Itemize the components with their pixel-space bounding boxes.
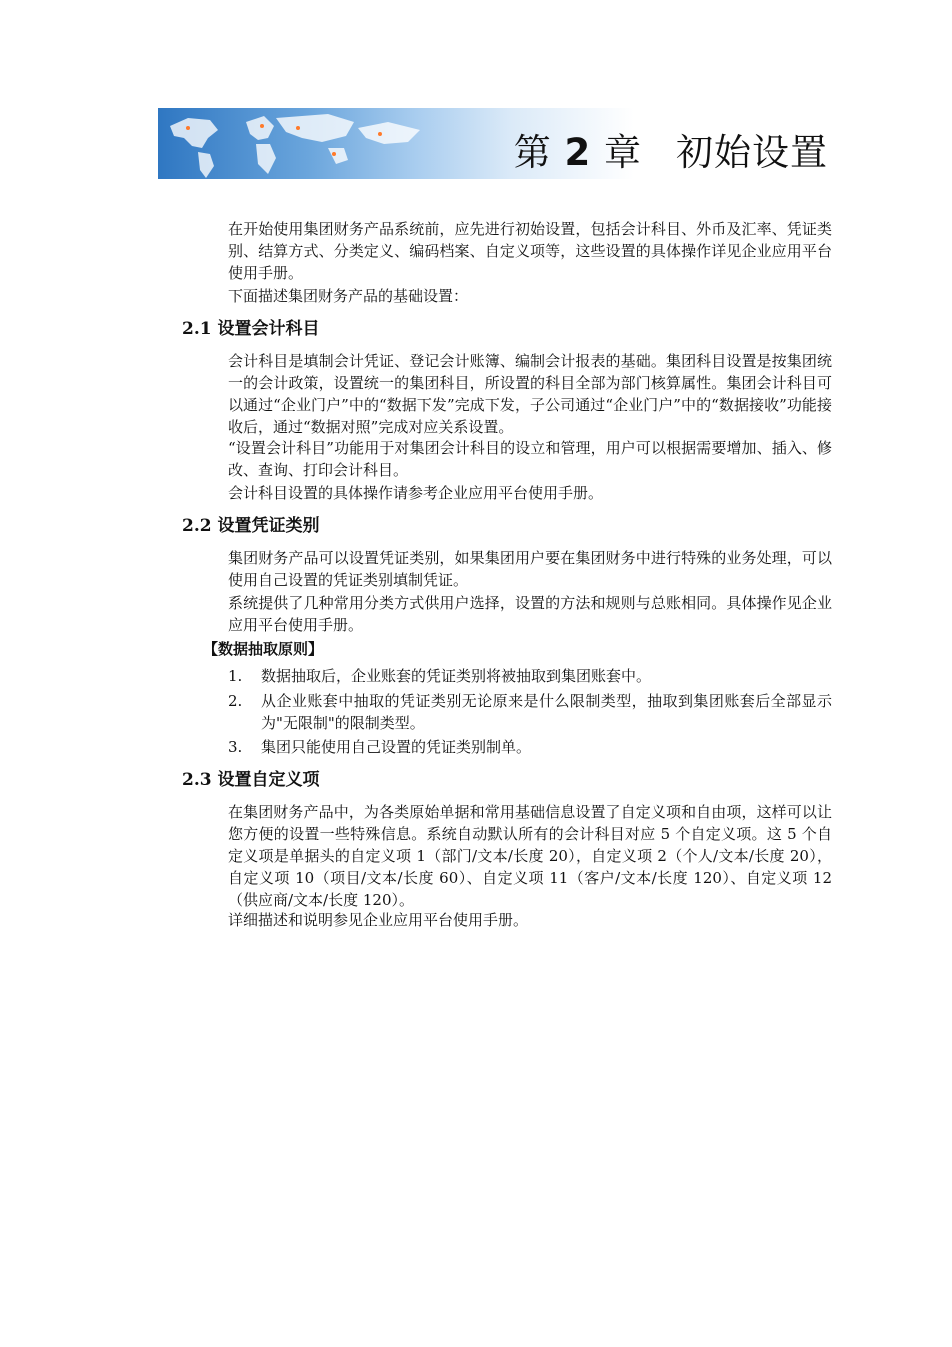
intro-paragraph-2: 下面描述集团财务产品的基础设置： [228, 287, 469, 305]
section-2-2-heading: 2.2 设置凭证类别 [182, 516, 320, 536]
list-item-text: 数据抽取后，企业账套的凭证类别将被抽取到集团账套中。 [261, 667, 652, 685]
chapter-title [514, 122, 828, 176]
chapter-number: 2 [564, 131, 592, 174]
section-2-1-paragraph-2: “设置会计科目”功能用于对集团会计科目的设立和管理，用户可以根据需要增加、插入、修改、查询、打印会计科目。 [228, 439, 832, 479]
chapter-name: 初始设置 [676, 131, 828, 174]
data-extraction-subheading: 【数据抽取原则】 [203, 640, 324, 658]
section-2-1-heading: 2.1 设置会计科目 [182, 319, 320, 339]
section-2-1-paragraph-3: 会计科目设置的具体操作请参考企业应用平台使用手册。 [228, 484, 604, 502]
list-item-text: 从企业账套中抽取的凭证类别无论原来是什么限制类型，抽取到集团账套后全部显示为"无限制"的限制类型。 [261, 692, 832, 732]
section-2-2-paragraph-2: 系统提供了几种常用分类方式供用户选择，设置的方法和规则与总账相同。具体操作见企业应用平台使用手册。 [228, 594, 832, 634]
section-2-3-paragraph-2: 详细描述和说明参见企业应用平台使用手册。 [228, 911, 529, 929]
chapter-suffix: 章 [604, 131, 642, 174]
chapter-prefix: 第 [513, 131, 552, 174]
section-2-1-paragraph-1: 会计科目是填制会计凭证、登记会计账簿、编制会计报表的基础。集团科目设置是按集团统一的会计政策，设置统一的集团科目，所设置的科目全部为部门核算属性。集团会计科目可以通过“企业门户”中的“数据下发”完成下发，子公司通过“企业门户”中的“数据接收”功能接收后，通过“数据对照”完成对应关系设置。 [228, 352, 832, 436]
chapter-banner [158, 108, 838, 179]
section-2-2-paragraph-1: 集团财务产品可以设置凭证类别，如果集团用户要在集团财务中进行特殊的业务处理，可以使用自己设置的凭证类别填制凭证。 [228, 549, 832, 589]
list-item [228, 736, 832, 758]
intro-paragraph-1: 在开始使用集团财务产品系统前，应先进行初始设置，包括会计科目、外币及汇率、凭证类别、结算方式、分类定义、编码档案、自定义项等，这些设置的具体操作详见企业应用平台使用手册。 [228, 220, 832, 282]
list-item-number: 1. [228, 667, 243, 685]
list-item [228, 665, 832, 687]
section-2-3-heading: 2.3 设置自定义项 [182, 770, 320, 790]
list-item [228, 690, 832, 734]
section-2-3-paragraph-1: 在集团财务产品中，为各类原始单据和常用基础信息设置了自定义项和自由项，这样可以让您方便的设置一些特殊信息。系统自动默认所有的会计科目对应 5 个自定义项。这 5 个自定义项是单据头的自定义项 1（部门/文本/长度 20），自定义项 2（个人/文本/长度 20），自定义项 10（项目/文本/长度 60）、自定义项 11（客户/文本/长度 120）、自定义项 12（供应商/文本/长度 120）。 [228, 803, 832, 909]
world-map-graphic [158, 108, 478, 179]
list-item-number: 3. [228, 738, 243, 756]
list-item-number: 2. [228, 692, 243, 710]
list-item-text: 集团只能使用自己设置的凭证类别制单。 [261, 738, 532, 756]
